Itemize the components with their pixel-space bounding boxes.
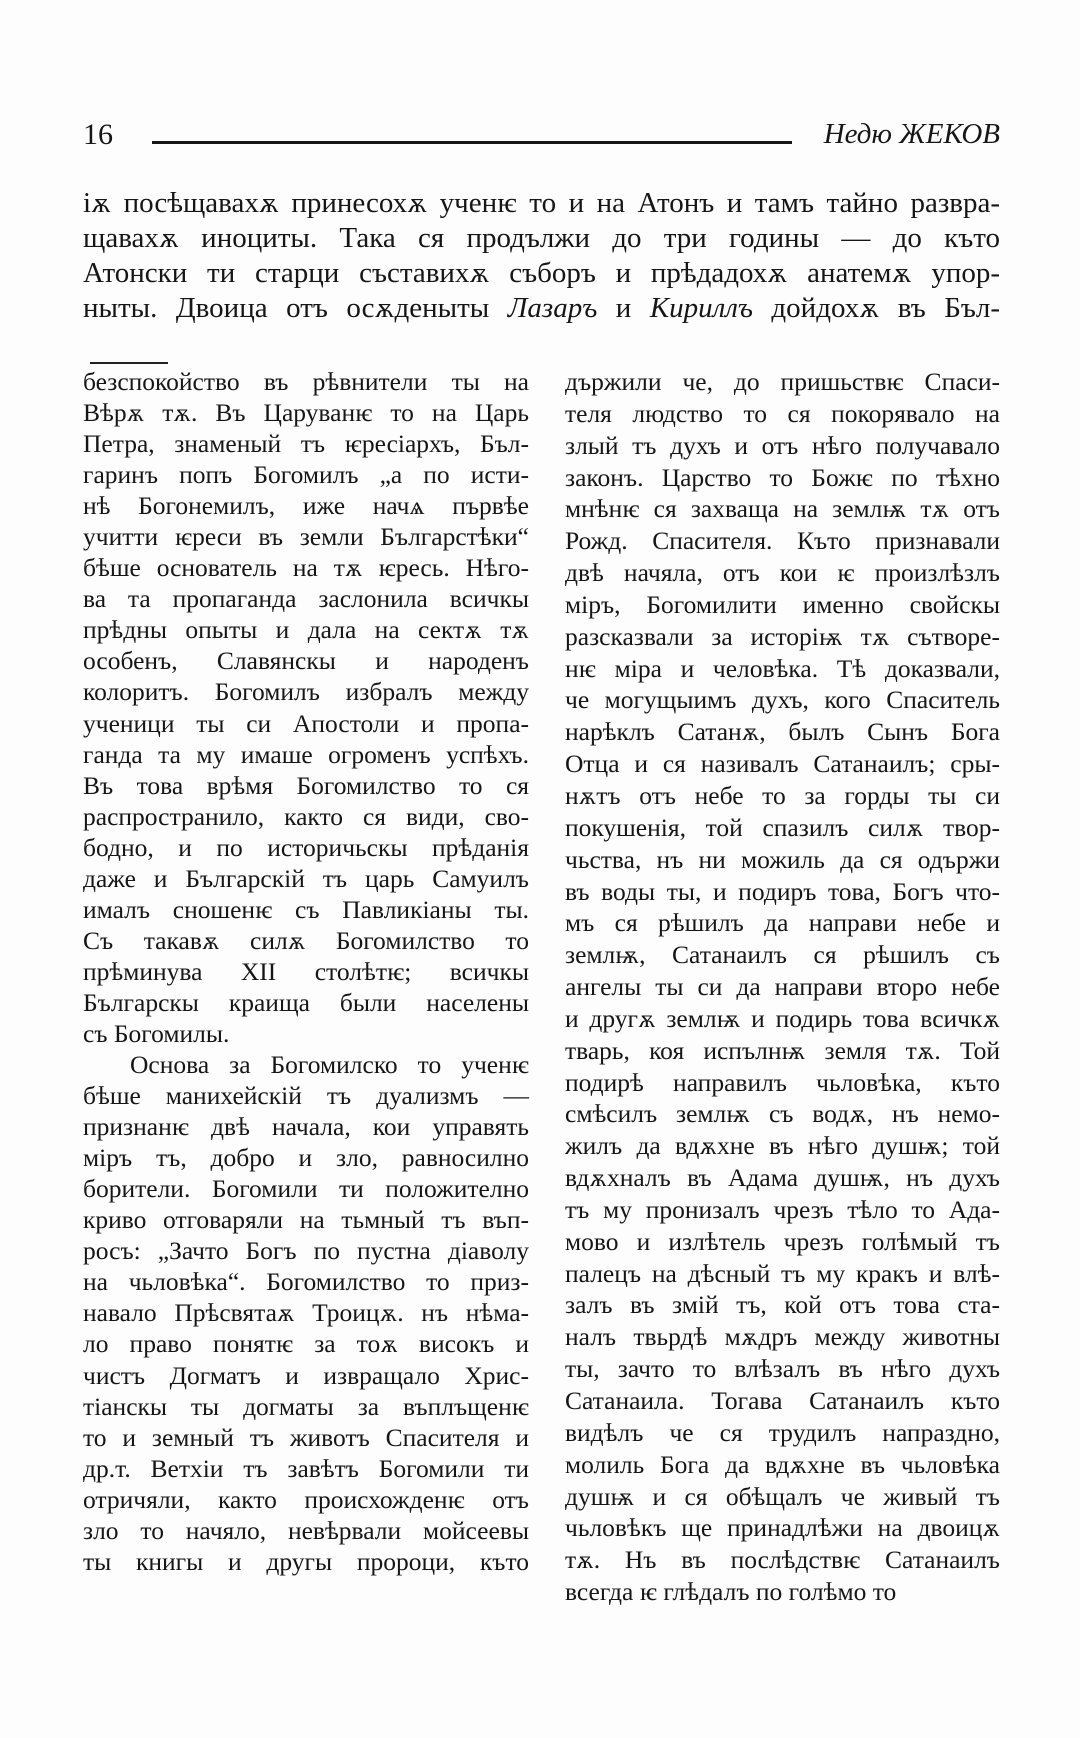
text-line: мнѣнѥ ся захваща на землѭ тѫ отъ: [565, 494, 1000, 524]
text-line: Българскы краища были населены: [83, 987, 529, 1017]
text-line: особенъ, Славянскы и народенъ: [83, 646, 529, 676]
text-line: міръ, Богомилити именно свойскы: [565, 589, 1000, 619]
text-line: жилъ да вдѫхне въ нѣго душѭ; той: [565, 1131, 1000, 1161]
text-line: Сатанаила. Тогава Сатанаилъ къто: [565, 1386, 1000, 1415]
text-line: смѣсилъ землѭ съ водѫ, нъ немо-: [565, 1099, 1000, 1129]
text-line: нѣ Богонемилъ, иже начѧ първѣе: [83, 491, 529, 521]
text-line: тъ му пронизалъ чрезъ тѣло то Ада-: [565, 1194, 1000, 1224]
right-column: [565, 366, 1000, 1608]
top-paragraph: [83, 186, 1000, 326]
text-line: Основа за Богомилско то ученѥ: [130, 1050, 529, 1080]
text-line: мъ ся рѣшилъ да направи небе и: [565, 908, 1000, 938]
text-line: нѫтъ отъ небе то за горды ты си: [565, 780, 1000, 810]
text-line: прѣдны опыты и дала на сектѫ тѫ: [83, 615, 529, 645]
text-line: тіанскы ты догматы за въплъщенѥ: [83, 1391, 529, 1421]
text-line: злый тъ духъ и отъ нѣго получавало: [565, 430, 1000, 460]
text-line: [83, 291, 1000, 326]
text-line: ва та пропаганда заслонила всичкы: [83, 584, 529, 614]
text-line: криво отговаряли на тьмный тъ въп-: [83, 1205, 529, 1235]
page-number: 16: [83, 118, 113, 151]
text-line: іѫ посѣщавахѫ принесохѫ ученѥ то и на Атонъ и тамъ тайно развра-: [83, 187, 1000, 219]
text-segment: дойдохѫ въ Бъл-: [752, 292, 1000, 324]
text-line: Вѣрѫ тѫ. Въ Царуванѥ то на Царь: [83, 398, 529, 428]
text-line: Рожд. Спасителя. Къто признавали: [565, 526, 1000, 556]
text-line: покушенія, той спазилъ силѫ твор-: [565, 812, 1000, 842]
left-column: [83, 366, 529, 1577]
text-segment: и: [597, 292, 650, 324]
text-line: молиль Бога да вдѫхне въ чьловѣка: [565, 1449, 1000, 1479]
text-line: залъ въ змій тъ, кой отъ това ста-: [565, 1290, 1000, 1320]
text-line: разсказвали за исторіѭ тѫ сътворе-: [565, 621, 1000, 651]
text-line: то и земный тъ животъ Спасителя и: [83, 1422, 529, 1452]
text-line: ганда та му имаше огроменъ успѣхъ.: [83, 739, 529, 769]
text-line: ученици ты си Апостоли и пропа-: [83, 708, 529, 738]
italic-name: Кириллъ: [649, 292, 753, 324]
text-line: теля людство то ся покорявало на: [565, 398, 1000, 428]
text-line: міръ тъ, добро и зло, равносилно: [83, 1143, 529, 1173]
text-line: държили че, до пришьствѥ Спаси-: [565, 367, 1000, 396]
text-line: че могущыимъ духъ, кого Спаситель: [565, 685, 1000, 715]
text-line: распространило, както ся види, сво-: [83, 801, 529, 831]
text-line: душѭ и ся обѣщалъ че живый тъ: [565, 1481, 1000, 1511]
text-line: ты книгы и другы пророци, къто: [83, 1546, 529, 1576]
text-line: бѣше манихейскій тъ дуализмъ —: [83, 1081, 529, 1111]
text-line: безспокойство въ рѣвнители ты на: [83, 367, 529, 396]
text-line: на чьловѣка“. Богомилство то приз-: [83, 1267, 529, 1297]
text-line: вдѫхналъ въ Адама душѭ, нъ духъ: [565, 1163, 1000, 1193]
text-line: ималъ сношенѥ съ Павликіаны ты.: [83, 894, 529, 924]
text-line: ты, зачто то влѣзалъ въ нѣго духъ: [565, 1354, 1000, 1384]
text-line: Петра, знаменый тъ ѥресіархъ, Бъл-: [83, 429, 529, 459]
text-line: законъ. Царство то Божѥ по тѣхно: [565, 462, 1000, 492]
text-line: ангелы ты си да направи второ небе: [565, 972, 1000, 1002]
text-line: тѫ. Нъ въ послѣдствѥ Сатанаилъ: [565, 1545, 1000, 1575]
text-line: налъ твьрдѣ мѫдръ между животны: [565, 1322, 1000, 1352]
text-line: чистъ Догматъ и извращало Хрис-: [83, 1360, 529, 1390]
author-name: Недю ЖЕКОВ: [823, 118, 1000, 150]
text-line: прѣминува XII столѣтѥ; всичкы: [83, 956, 529, 986]
italic-name: Лазаръ: [507, 292, 598, 324]
text-line: землѭ, Сатанаилъ ся рѣшилъ съ: [565, 940, 1000, 970]
text-line: бодно, и по историчьскы прѣданія: [83, 832, 529, 862]
text-line: въ воды ты, и подиръ това, Богъ что-: [565, 876, 1000, 906]
text-line: чьловѣкъ ще принадлѣжи на двоицѫ: [565, 1513, 1000, 1543]
text-line: зло то начяло, невѣрвали мойсеевы: [83, 1515, 529, 1545]
text-line: съ Богомилы.: [83, 1018, 230, 1048]
text-segment: ныты. Двоица отъ осѫденыты: [83, 292, 508, 324]
text-line: Съ такавѫ силѫ Богомилство то: [83, 925, 529, 955]
text-line: подирѣ направилъ чьловѣка, къто: [565, 1067, 1000, 1097]
text-line: Въ това врѣмя Богомилство то ся: [83, 770, 529, 800]
text-line: ло право понятѥ за тоѫ високъ и: [83, 1329, 529, 1359]
text-line: тварь, коя испълнѭ земля тѫ. Той: [565, 1035, 1000, 1065]
text-line: чьства, нъ ни можиль да ся одържи: [565, 844, 1000, 874]
text-line: признанѥ двѣ начала, кои управять: [83, 1112, 529, 1142]
text-line: нѥ міра и человѣка. Тѣ доказвали,: [565, 653, 1000, 683]
text-line: колоритъ. Богомилъ избралъ между: [83, 677, 529, 707]
text-line: учитти ѥреси въ земли Българстѣки“: [83, 522, 529, 552]
text-line: мово и излѣтель чрезъ голѣмый тъ: [565, 1226, 1000, 1256]
text-line: и другѫ землѭ и подирь това всичкѫ: [565, 1003, 1000, 1033]
text-line: росъ: „Зачто Богъ по пустна діаволу: [83, 1236, 529, 1266]
text-line: др.т. Ветхіи тъ завѣтъ Богомили ти: [83, 1453, 529, 1483]
text-line: двѣ начяла, отъ кои ѥ произлѣзлъ: [565, 558, 1000, 588]
text-line: отричяли, както происхожденѥ отъ: [83, 1484, 529, 1514]
text-line: навало Прѣсвятаѫ Троицѫ. нъ нѣма-: [83, 1298, 529, 1328]
header-rule: [152, 141, 792, 144]
text-line: палецъ на дѣсный тъ му кракъ и влѣ-: [565, 1258, 1000, 1288]
text-line: гаринъ попъ Богомилъ „а по исти-: [83, 460, 529, 490]
text-line: бѣше основатель на тѫ ѥресь. Нѣго-: [83, 553, 529, 583]
text-line: щавахѫ иноциты. Така ся продължи до три годины — до къто: [83, 222, 1000, 254]
text-line: нарѣклъ Сатанѫ, былъ Сынъ Бога: [565, 717, 1000, 747]
text-line: Отца и ся називалъ Сатанаилъ; сры-: [565, 749, 1000, 779]
text-line: видѣлъ че ся трудилъ напраздно,: [565, 1417, 1000, 1447]
text-line: всегда ѥ глѣдалъ по голѣмо то: [565, 1577, 897, 1607]
text-line: борители. Богомили ти положително: [83, 1174, 529, 1204]
footnote-rule: [90, 362, 168, 364]
text-line: Атонски ти старци съставихѫ съборъ и прѣдадохѫ анатемѫ упор-: [83, 257, 1000, 289]
text-line: даже и Българскій тъ царь Самуилъ: [83, 863, 529, 893]
